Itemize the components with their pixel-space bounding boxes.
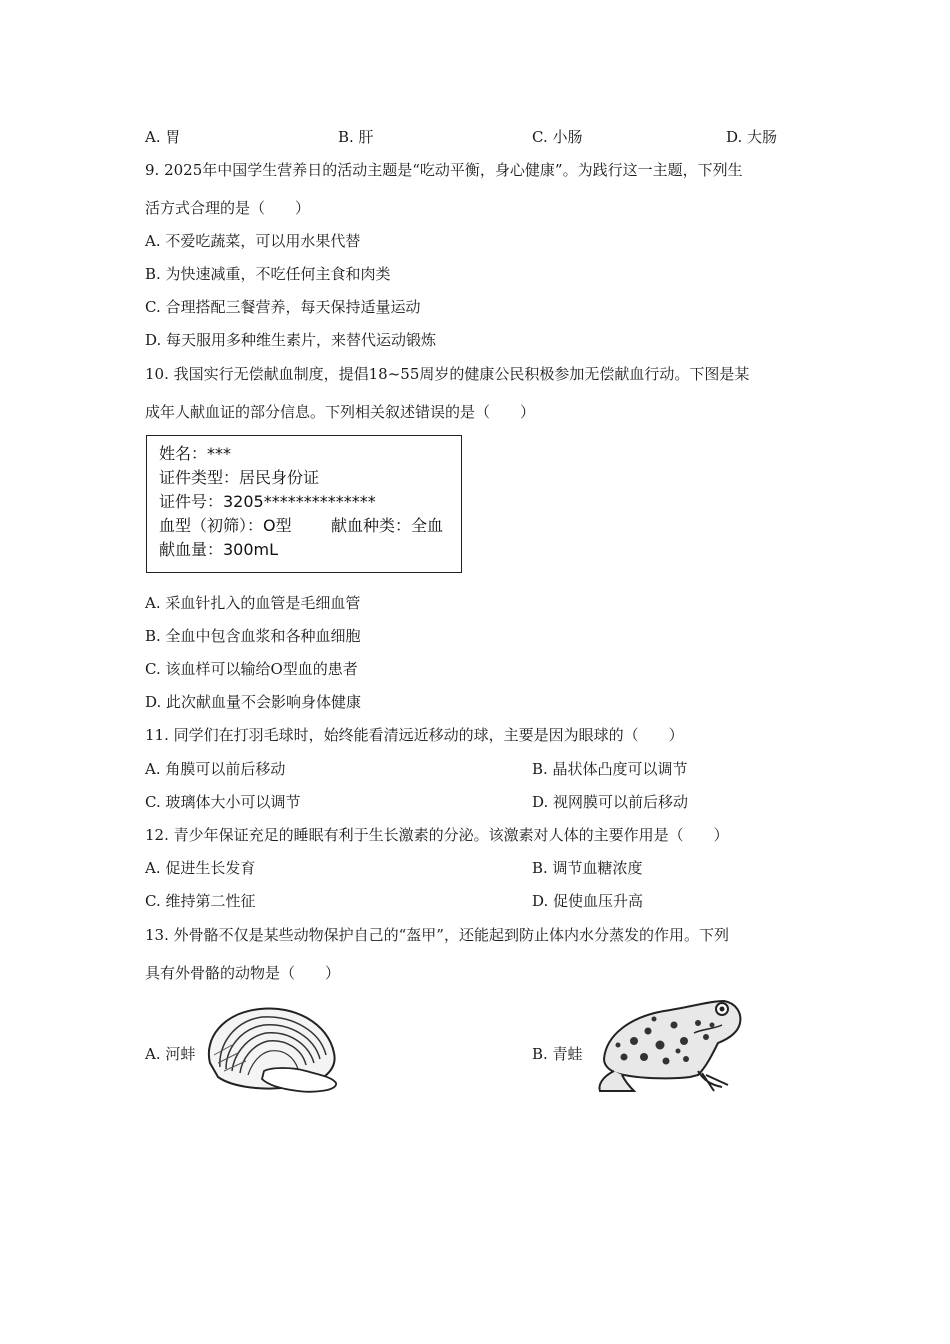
q13-stem-line1: 13. 外骨骼不仅是某些动物保护自己的“盔甲”，还能起到防止体内水分蒸发的作用。下列: [145, 926, 729, 944]
frog-image: [594, 995, 744, 1093]
q13-option-b: B. 青蛙: [532, 1045, 583, 1063]
q9-option-d: D. 每天服用多种维生素片，来替代运动锻炼: [145, 331, 437, 349]
q9-option-a: A. 不爱吃蔬菜，可以用水果代替: [145, 232, 361, 250]
q12-option-d: D. 促使血压升高: [532, 892, 644, 910]
q9-option-c: C. 合理搭配三餐营养，每天保持适量运动: [145, 298, 421, 316]
card-donation-kind: 献血种类：全血: [331, 516, 444, 535]
q8-option-b: B. 肝: [338, 128, 374, 146]
q11-option-c: C. 玻璃体大小可以调节: [145, 793, 301, 811]
blood-donation-card: [146, 435, 462, 573]
clam-image: [202, 1005, 342, 1093]
q12-option-c: C. 维持第二性征: [145, 892, 256, 910]
q11-option-d: D. 视网膜可以前后移动: [532, 793, 689, 811]
q11-option-a: A. 角膜可以前后移动: [145, 760, 286, 778]
q9-option-b: B. 为快速减重，不吃任何主食和肉类: [145, 265, 391, 283]
q8-option-d: D. 大肠: [726, 128, 778, 146]
q10-option-d: D. 此次献血量不会影响身体健康: [145, 693, 362, 711]
q12-stem: 12. 青少年保证充足的睡眠有利于生长激素的分泌。该激素对人体的主要作用是（ ）: [145, 826, 729, 844]
card-name: 姓名：***: [159, 444, 232, 463]
card-id-type: 证件类型：居民身份证: [159, 468, 320, 487]
q8-option-a: A. 胃: [145, 128, 181, 146]
q10-stem-line2: 成年人献血证的部分信息。下列相关叙述错误的是（ ）: [145, 403, 536, 421]
q10-option-a: A. 采血针扎入的血管是毛细血管: [145, 594, 361, 612]
q9-stem-line1: 9. 2025年中国学生营养日的活动主题是“吃动平衡，身心健康”。为践行这一主题，下列生: [145, 161, 743, 179]
q12-option-a: A. 促进生长发育: [145, 859, 256, 877]
q10-option-b: B. 全血中包含血浆和各种血细胞: [145, 627, 361, 645]
q11-stem: 11. 同学们在打羽毛球时，始终能看清远近移动的球，主要是因为眼球的（ ）: [145, 726, 684, 744]
q10-stem-line1: 10. 我国实行无偿献血制度，提倡18~55周岁的健康公民积极参加无偿献血行动。下图是某: [145, 365, 750, 383]
card-row-blood: [159, 514, 461, 538]
q12-option-b: B. 调节血糖浓度: [532, 859, 643, 877]
q9-stem-line2: 活方式合理的是（ ）: [145, 199, 311, 217]
q11-option-b: B. 晶状体凸度可以调节: [532, 760, 688, 778]
card-amount: 献血量：300mL: [159, 540, 279, 559]
q13-stem-line2: 具有外骨骼的动物是（ ）: [145, 964, 341, 982]
q8-option-c: C. 小肠: [532, 128, 583, 146]
card-blood-type: 血型（初筛）：O型: [159, 516, 292, 535]
q13-option-a: A. 河蚌: [145, 1045, 196, 1063]
q10-option-c: C. 该血样可以输给O型血的患者: [145, 660, 358, 678]
card-id-number: 证件号：3205**************: [159, 492, 376, 511]
